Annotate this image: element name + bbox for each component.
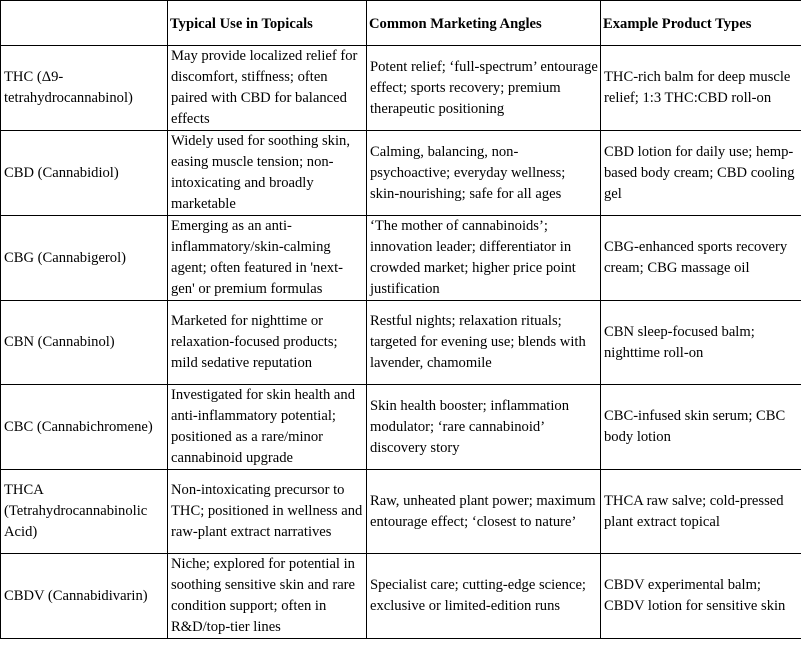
table-row <box>1 385 801 470</box>
products-cell: CBD lotion for daily use; hemp-based body cream; CBD cooling gel <box>601 131 801 216</box>
marketing-cell: Specialist care; cutting-edge science; exclusive or limited-edition runs <box>367 554 601 639</box>
marketing-cell: Calming, balancing, non-psychoactive; everyday wellness; skin-nourishing; safe for all ages <box>367 131 601 216</box>
use-cell: Marketed for nighttime or relaxation-focused products; mild sedative reputation <box>168 301 367 385</box>
compound-cell: CBDV (Cannabidivarin) <box>1 554 168 639</box>
marketing-cell: Raw, unheated plant power; maximum entourage effect; ‘closest to nature’ <box>367 470 601 554</box>
compound-cell: THCA (Tetrahydrocannabinolic Acid) <box>1 470 168 554</box>
header-typical-use: Typical Use in Topicals <box>168 1 367 46</box>
use-cell: Investigated for skin health and anti-inflammatory potential; positioned as a rare/minor cannabinoid upgrade <box>168 385 367 470</box>
marketing-cell: Potent relief; ‘full-spectrum’ entourage effect; sports recovery; premium therapeutic positioning <box>367 46 601 131</box>
compound-cell: CBD (Cannabidiol) <box>1 131 168 216</box>
compound-cell: CBG (Cannabigerol) <box>1 216 168 301</box>
products-cell: CBG-enhanced sports recovery cream; CBG massage oil <box>601 216 801 301</box>
table-body <box>1 46 801 639</box>
header-compound <box>1 1 168 46</box>
table-header <box>1 1 801 46</box>
use-cell: Widely used for soothing skin, easing muscle tension; non-intoxicating and broadly marketable <box>168 131 367 216</box>
products-cell: CBDV experimental balm; CBDV lotion for sensitive skin <box>601 554 801 639</box>
table-row <box>1 470 801 554</box>
products-cell: THC-rich balm for deep muscle relief; 1:3 THC:CBD roll-on <box>601 46 801 131</box>
products-cell: CBN sleep-focused balm; nighttime roll-on <box>601 301 801 385</box>
marketing-cell: ‘The mother of cannabinoids’; innovation leader; differentiator in crowded market; higher price point justification <box>367 216 601 301</box>
use-cell: May provide localized relief for discomfort, stiffness; often paired with CBD for balanced effects <box>168 46 367 131</box>
table-row <box>1 131 801 216</box>
products-cell: CBC-infused skin serum; CBC body lotion <box>601 385 801 470</box>
use-cell: Niche; explored for potential in soothing sensitive skin and rare condition support; often in R&D/top-tier lines <box>168 554 367 639</box>
table-row <box>1 301 801 385</box>
use-cell: Non-intoxicating precursor to THC; positioned in wellness and raw-plant extract narratives <box>168 470 367 554</box>
table-row <box>1 46 801 131</box>
compound-cell: CBN (Cannabinol) <box>1 301 168 385</box>
marketing-cell: Skin health booster; inflammation modulator; ‘rare cannabinoid’ discovery story <box>367 385 601 470</box>
table-row <box>1 216 801 301</box>
header-row <box>1 1 801 46</box>
header-product-types: Example Product Types <box>601 1 801 46</box>
use-cell: Emerging as an anti-inflammatory/skin-calming agent; often featured in 'next-gen' or premium formulas <box>168 216 367 301</box>
header-marketing-angles: Common Marketing Angles <box>367 1 601 46</box>
products-cell: THCA raw salve; cold-pressed plant extract topical <box>601 470 801 554</box>
table-row <box>1 554 801 639</box>
compound-cell: THC (Δ9-tetrahydrocannabinol) <box>1 46 168 131</box>
compound-cell: CBC (Cannabichromene) <box>1 385 168 470</box>
marketing-cell: Restful nights; relaxation rituals; targeted for evening use; blends with lavender, chamomile <box>367 301 601 385</box>
